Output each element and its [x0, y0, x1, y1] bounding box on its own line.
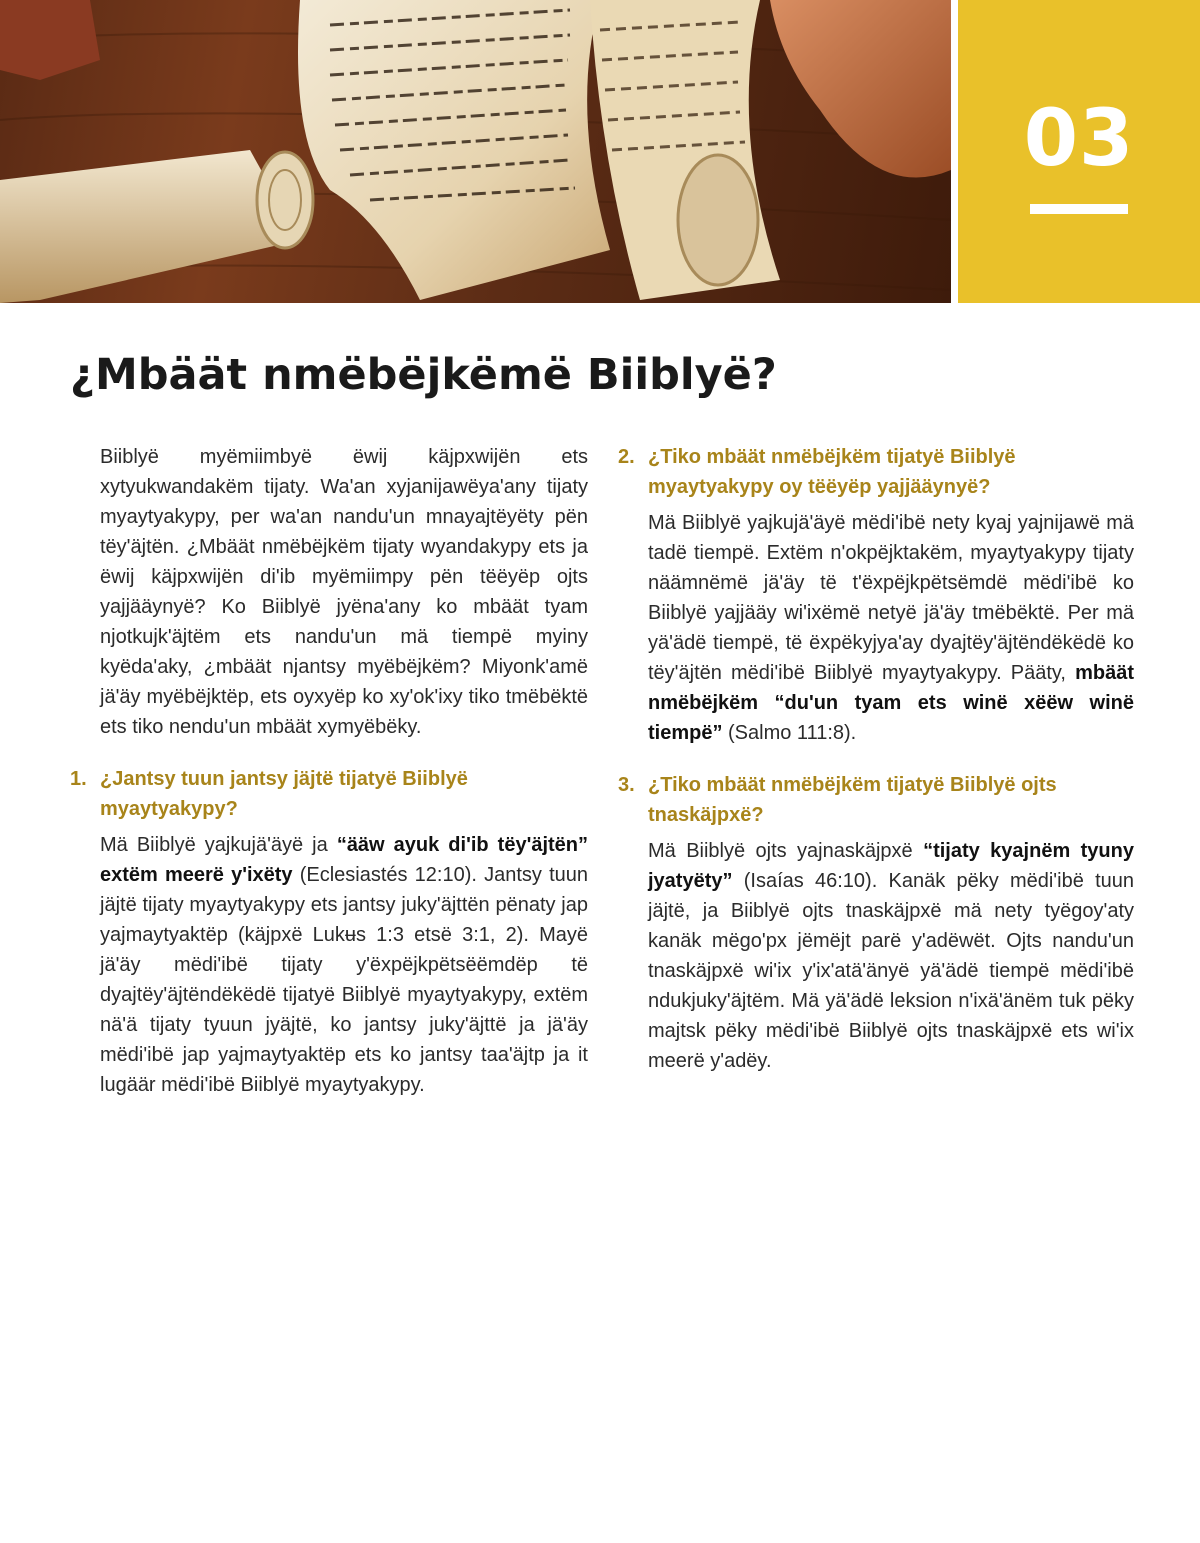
question-number: 2. [618, 446, 635, 468]
question-answer [618, 508, 1134, 748]
answer-text: Mä Biiblyë ojts yajnaskäjpxë [648, 840, 924, 862]
left-column [70, 442, 588, 1100]
answer-emphasis: “ääw ayuk di'ib tëy'äjtën” extëm meerë y'ixëty [100, 834, 589, 886]
question-number: 3. [618, 774, 635, 796]
question-heading [618, 442, 1134, 502]
question-heading [618, 770, 1134, 830]
hero-image-scrolls [0, 0, 951, 303]
badge-underline [1030, 204, 1128, 214]
answer-emphasis: mbäät nmëbëjkëm “du'un tyam ets winë xëëw winë tiempë” [648, 662, 1134, 744]
question-3 [618, 770, 1134, 1076]
answer-text: Mä Biiblyë yajkujä'äyë mëdi'ibë nety kyaj yajnijawë mä tadë tiempë. Extëm n'okpëjktakëm, myaytyakypy tijaty näämnëmë jä'äy të t'ëxpëjkpëtsëmdë mëdi'ibë ko Biiblyë yajjääy wi'ixëmë netyë jä'äy tmëbëktë. Per mä yä'ädë tiempë, të ëxpëkyjya'ay dyajtëy'äjtëndëkëdë ko tëy'äjtën mëdi'ibë Biiblyë myaytyakypy. Pääty, [648, 512, 1134, 684]
question-answer [618, 836, 1134, 1076]
question-title: ¿Tiko mbäät nmëbëjkëm tijatyë Biiblyë ojts tnaskäjpxë? [648, 774, 1057, 826]
answer-emphasis: “tijaty kyajnëm tyuny jyatyëty” [648, 840, 1134, 892]
lesson-number-badge [958, 0, 1200, 303]
intro-paragraph: Biiblyë myëmiimbyë ëwij käjpxwijën ets xytyukwandakëm tijaty. Wa'an xyjanijawëya'any tijaty myaytyakypy, per wa'an nandu'un mnayajtëyëty pën tëy'äjtën. ¿Mbäät nmëbëjkëm tijaty wyandakypy ets ja ëwij käjpxwijën di'ib myëmiimpy pën tëëyëp ojts yajjääynyë? Ko Biiblyë jyëna'any ko mbäät tyam njotkujk'äjtëm ets nandu'un mä tiempë myiny kyëda'aky, ¿mbäät njantsy myëbëjkëm? Miyonk'amë jä'äy myëbëjktëp, ets oyxyëp ko xy'ok'ixy tiko tmëbëktë ets tiko nendu'un mbäät xymyëbëky. [100, 446, 588, 738]
right-column [618, 442, 1134, 1076]
question-number: 1. [70, 768, 87, 790]
scroll-illustration [0, 0, 951, 303]
answer-text: (Salmo 111:8). [722, 722, 857, 744]
question-2 [618, 442, 1134, 748]
answer-text: Mä Biiblyë yajkujä'äyë ja [100, 834, 337, 856]
question-1 [70, 764, 588, 1100]
page-title: ¿Mbäät nmëbëjkëmë Biiblyë? [70, 350, 777, 400]
answer-text: (Isaías 46:10). Kanäk pëky mëdi'ibë tuun jäjtë, ja Biiblyë ojts tnaskäjpxë mä nety tyëgoy'aty kanäk mëgo'px jëmëjt parë y'adëwët. Ojts nandu'un tnaskäjpxë wi'ix y'ix'atä'änyë yä'ädë tiempë mëdi'ibë ndukjuky'äjtëm. Mä yä'ädë leksion n'ixä'änëm tuk pëky majtsk pëky mëdi'ibë Biiblyë ojts tnaskäjpxë ets wi'ix meerë y'adëy. [648, 870, 1134, 1072]
question-title: ¿Tiko mbäät nmëbëjkëm tijatyë Biiblyë myaytyakypy oy tëëyëp yajjääynyë? [648, 446, 1016, 498]
question-heading [70, 764, 588, 824]
question-answer [70, 830, 588, 1100]
lesson-number: 03 [1023, 94, 1135, 184]
answer-text: (Eclesiastés 12:10). Jantsy tuun jäjtë tijaty myaytyakypy ets jantsy juky'äjttën pënaty jap yajmaytyaktëp (käjpxë Lukʉs 1:3 etsë 3:1, 2). Mayë jä'äy mëdi'ibë tijaty y'ëxpëjkpëtsëëmdëp të dyajtëy'äjtëndëkëdë tijatyë Biiblyë myaytyakypy, extëm nä'ä tijaty tyuun jyäjtë, ko jantsy juky'äjttë ja jä'äy mëdi'ibë jap yajmaytyaktëp ets ko jantsy taa'äjtp ja it lugäär mëdi'ibë Biiblyë myaytyakypy. [100, 864, 588, 1096]
question-title: ¿Jantsy tuun jantsy jäjtë tijatyë Biiblyë myaytyakypy? [100, 768, 468, 820]
